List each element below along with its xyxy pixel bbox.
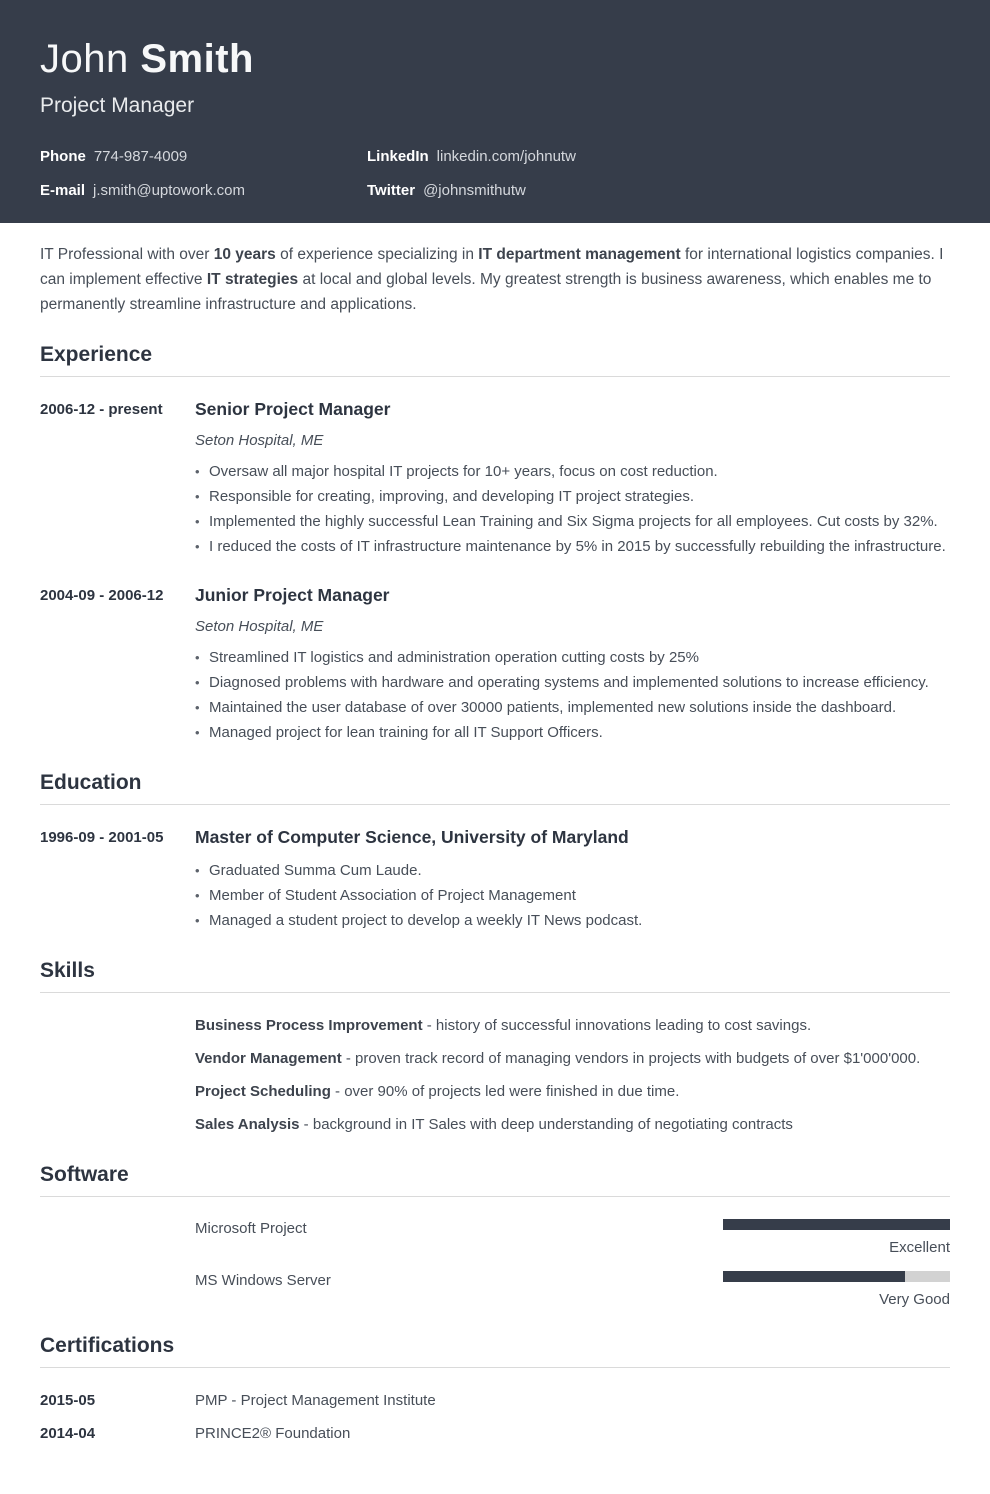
skills-list [40, 1013, 950, 1137]
contact-linkedin [367, 148, 950, 165]
contact-linkedin-label: LinkedIn [367, 148, 429, 165]
summary-bold: 10 years [213, 246, 276, 263]
contact-phone [40, 148, 367, 165]
summary-text: of experience specializing in [275, 246, 479, 263]
contact-phone-value: 774-987-4009 [93, 148, 188, 165]
contact-linkedin-value: linkedin.com/johnutw [436, 148, 576, 165]
contact-email [40, 182, 367, 199]
software-name: MS Windows Server [195, 1272, 331, 1289]
summary-bold: IT department management [478, 246, 681, 263]
entry-title: Master of Computer Science, University of Maryland [195, 827, 629, 847]
summary-text: IT Professional with over [40, 246, 214, 263]
certifications-list [40, 1388, 950, 1446]
skill-item [195, 1112, 950, 1137]
software-item [195, 1219, 950, 1256]
first-name: John [40, 37, 129, 81]
skill-name: Sales Analysis [195, 1116, 300, 1133]
skill-desc: - history of successful innovations leading to cost savings. [422, 1017, 812, 1034]
entry-title: Senior Project Manager [195, 399, 391, 419]
skills-section [40, 959, 950, 1137]
bullet-item: • Diagnosed problems with hardware and operating systems and implemented solutions to increase efficiency. [195, 670, 950, 695]
resume-header [0, 0, 990, 223]
contact-twitter-value: @johnsmithutw [423, 182, 526, 199]
skill-item [195, 1013, 950, 1038]
skill-level-bar [723, 1271, 950, 1282]
bullet-list [195, 645, 950, 745]
bullet-item: • Implemented the highly successful Lean Training and Six Sigma projects for all employees. Cut costs by 32%. [195, 509, 950, 534]
entry-date: 1996-09 - 2001-05 [40, 829, 164, 846]
skill-desc: - over 90% of projects led were finished in due time. [330, 1083, 680, 1100]
entry-company: Seton Hospital, ME [195, 432, 324, 449]
skill-item [195, 1079, 950, 1104]
bullet-item: • Maintained the user database of over 30000 patients, implemented new solutions inside the dashboard. [195, 695, 950, 720]
job-title: Project Manager [40, 94, 195, 117]
skill-name: Project Scheduling [195, 1083, 331, 1100]
contact-twitter-label: Twitter [367, 182, 416, 199]
entry-date: 2006-12 - present [40, 401, 163, 418]
certification-name: PMP - Project Management Institute [195, 1392, 436, 1409]
bullet-item: • Graduated Summa Cum Laude. [195, 858, 950, 883]
bullet-item: • I reduced the costs of IT infrastructure maintenance by 5% in 2015 by successfully rebuilding the infrastructure. [195, 534, 950, 559]
certifications-section [40, 1334, 950, 1446]
last-name: Smith [140, 37, 254, 81]
software-list [40, 1219, 950, 1308]
bullet-item: • Managed project for lean training for all IT Support Officers. [195, 720, 950, 745]
skills-heading: Skills [40, 959, 950, 993]
contact-info [40, 148, 950, 199]
skill-name: Business Process Improvement [195, 1017, 423, 1034]
certification-name: PRINCE2® Foundation [195, 1425, 351, 1442]
contact-email-label: E-mail [40, 182, 86, 199]
entry-date: 2004-09 - 2006-12 [40, 587, 164, 604]
contact-twitter [367, 182, 950, 199]
skill-desc: - background in IT Sales with deep understanding of negotiating contracts [299, 1116, 793, 1133]
skill-name: Vendor Management [195, 1050, 342, 1067]
summary-text: at local and global levels. My greatest strength is business awareness, which enables me to permanently streamline infrastructure and applications. [40, 271, 932, 313]
skill-level-fill [723, 1271, 905, 1282]
certification-item [40, 1421, 950, 1446]
certification-date: 2014-04 [40, 1425, 96, 1442]
candidate-name [40, 36, 950, 82]
certification-item [40, 1388, 950, 1413]
education-heading: Education [40, 771, 950, 805]
experience-entry [40, 399, 950, 559]
bullet-list [195, 459, 950, 559]
bullet-item: • Streamlined IT logistics and administration operation cutting costs by 25% [195, 645, 950, 670]
certification-date: 2015-05 [40, 1392, 96, 1409]
experience-entry [40, 585, 950, 745]
skill-level-label: Excellent [889, 1239, 950, 1256]
skill-desc: - proven track record of managing vendors in projects with budgets of over $1'000'000. [341, 1050, 921, 1067]
certifications-heading: Certifications [40, 1334, 950, 1368]
bullet-item: • Member of Student Association of Project Management [195, 883, 950, 908]
experience-section [40, 343, 950, 745]
bullet-item: • Responsible for creating, improving, and developing IT project strategies. [195, 484, 950, 509]
experience-heading: Experience [40, 343, 950, 377]
education-section [40, 771, 950, 933]
skill-item [195, 1046, 950, 1071]
software-heading: Software [40, 1163, 950, 1197]
professional-summary [40, 242, 950, 317]
bullet-item: • Managed a student project to develop a weekly IT News podcast. [195, 908, 950, 933]
software-name: Microsoft Project [195, 1220, 307, 1237]
contact-phone-label: Phone [40, 148, 86, 165]
summary-text: for international logistics companies. I can implement effective [40, 246, 944, 288]
entry-title: Junior Project Manager [195, 585, 390, 605]
skill-level-fill [723, 1219, 950, 1230]
education-entry [40, 827, 950, 933]
entry-company: Seton Hospital, ME [195, 618, 324, 635]
resume-body [0, 242, 990, 1494]
skill-level-bar [723, 1219, 950, 1230]
summary-bold: IT strategies [206, 271, 299, 288]
bullet-list [195, 858, 950, 933]
software-item [195, 1271, 950, 1308]
skill-level-label: Very Good [879, 1291, 950, 1308]
software-section [40, 1163, 950, 1308]
bullet-item: • Oversaw all major hospital IT projects for 10+ years, focus on cost reduction. [195, 459, 950, 484]
contact-email-value: j.smith@uptowork.com [93, 182, 245, 199]
